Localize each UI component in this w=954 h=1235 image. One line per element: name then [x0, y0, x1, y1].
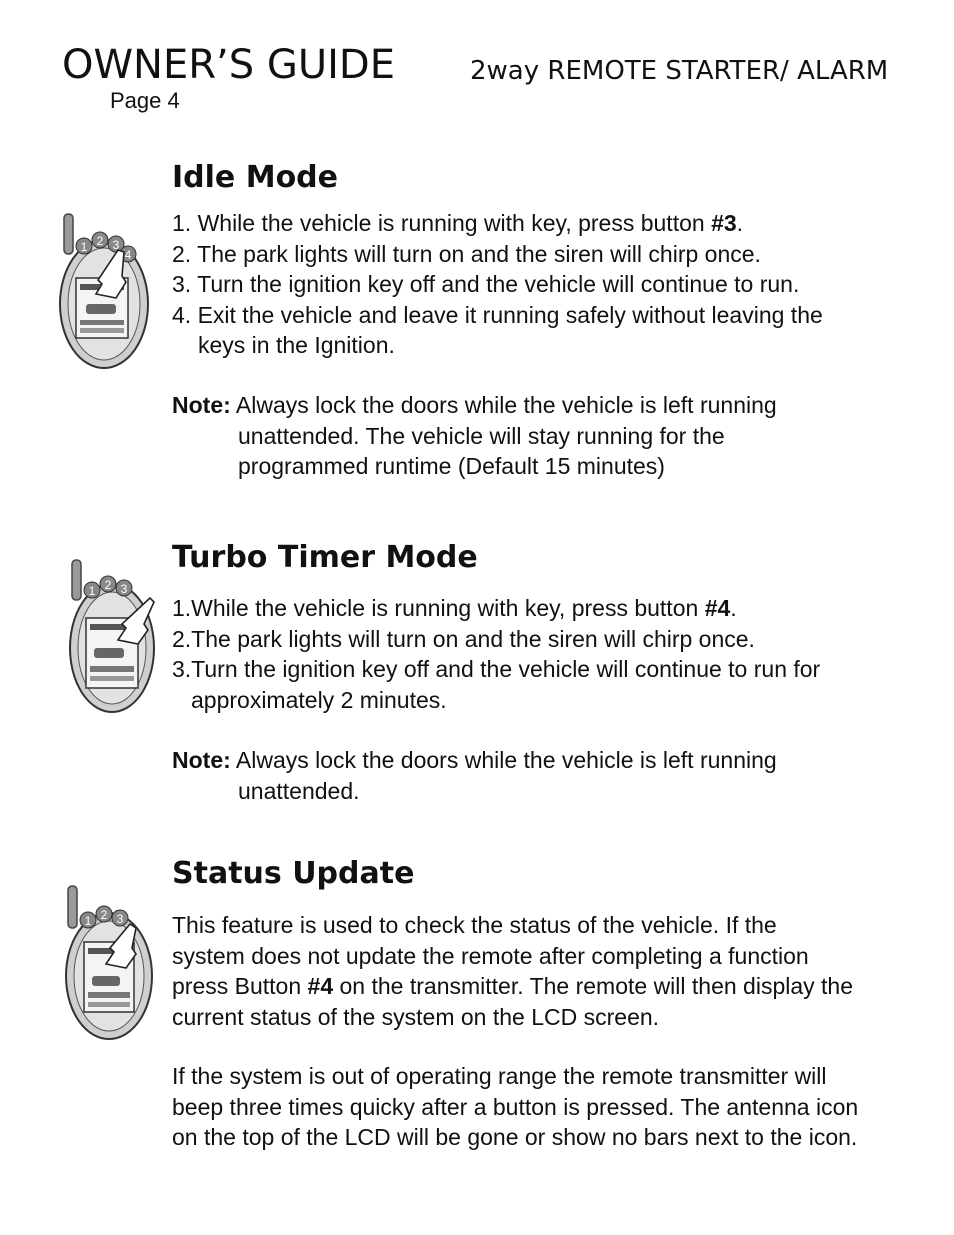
idle-note: Note: Always lock the doors while the vehicle is left running unattended. The vehicle will stay running for the programmed runtime (Default 15 minutes): [172, 392, 777, 479]
remote-transmitter-icon: [56, 212, 152, 370]
turbo-steps: [172, 593, 820, 715]
status-paragraph-2: If the system is out of operating range the remote transmitter will beep three times quicky after a button is pressed. The antenna icon on the top of the LCD will be gone or show no bars next to the icon.: [172, 1063, 859, 1150]
list-item: 3.Turn the ignition key off and the vehicle will continue to run for: [172, 656, 821, 682]
list-item: 1.While the vehicle is running with key, press button #4.: [172, 595, 737, 621]
list-item: 2.The park lights will turn on and the siren will chirp once.: [172, 625, 755, 652]
list-item-continuation: keys in the Ignition.: [198, 332, 395, 358]
idle-steps: [172, 208, 823, 361]
note-label: Note:: [172, 747, 231, 773]
remote-transmitter-icon: [66, 558, 158, 714]
list-item: 4. Exit the vehicle and leave it running safely without leaving the: [172, 301, 823, 328]
section-title: Turbo Timer Mode: [172, 540, 478, 575]
list-item: 2. The park lights will turn on and the siren will chirp once.: [172, 240, 761, 267]
status-paragraph-1: This feature is used to check the status of the vehicle. If the system does not update the remote after completing a function press Button #4 on the transmitter. The remote will then display the current status of the system on the LCD screen.: [172, 912, 854, 1030]
list-item-continuation: approximately 2 minutes.: [191, 686, 447, 713]
remote-transmitter-icon: [62, 884, 156, 1042]
svg-text:1: 1: [88, 584, 96, 598]
document-subtitle: 2way REMOTE STARTER/ ALARM: [470, 56, 889, 86]
svg-text:3: 3: [120, 582, 128, 596]
svg-text:2: 2: [96, 234, 104, 248]
section-title: Status Update: [172, 856, 415, 891]
list-item: 3. Turn the ignition key off and the vehicle will continue to run.: [172, 271, 800, 297]
page-number: Page 4: [110, 88, 180, 113]
svg-text:2: 2: [104, 578, 112, 592]
svg-text:3: 3: [116, 912, 124, 926]
note-label: Note:: [172, 392, 231, 418]
section-title: Idle Mode: [172, 160, 338, 195]
svg-text:2: 2: [100, 908, 108, 922]
svg-text:4: 4: [124, 248, 132, 262]
svg-text:3: 3: [112, 238, 120, 252]
svg-text:1: 1: [80, 240, 88, 254]
list-item: 1. While the vehicle is running with key, press button #3.: [172, 210, 744, 236]
page-title: OWNER’S GUIDE: [62, 42, 395, 88]
svg-text:1: 1: [84, 914, 92, 928]
turbo-note: Note: Always lock the doors while the vehicle is left running unattended.: [172, 747, 777, 804]
